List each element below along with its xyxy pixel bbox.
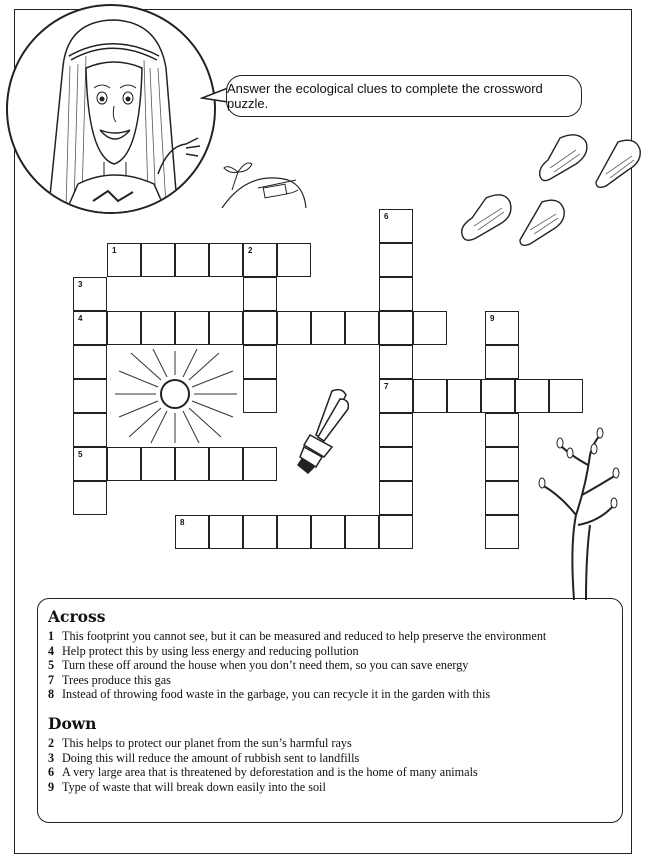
crossword-cell[interactable] (243, 345, 277, 379)
crossword-cell[interactable] (243, 243, 277, 277)
crossword-cell[interactable] (243, 277, 277, 311)
across-clue (48, 687, 612, 702)
down-heading: Down (48, 713, 97, 733)
crossword-cell[interactable] (209, 243, 243, 277)
across-clue (48, 644, 612, 659)
crossword-cell[interactable] (73, 277, 107, 311)
instruction-bubble (226, 75, 582, 117)
crossword-cell[interactable] (107, 447, 141, 481)
clue-text: Doing this will reduce the amount of rubbish sent to landfills (62, 750, 360, 765)
crossword-cell[interactable] (277, 311, 311, 345)
crossword-cell[interactable] (311, 515, 345, 549)
crossword-cell[interactable] (447, 379, 481, 413)
clue-text: A very large area that is threatened by deforestation and is the home of many animals (62, 765, 478, 780)
crossword-cell[interactable] (379, 345, 413, 379)
crossword-cell[interactable] (175, 515, 209, 549)
crossword-cell[interactable] (209, 447, 243, 481)
crossword-cell[interactable] (379, 209, 413, 243)
crossword-cell[interactable] (481, 379, 515, 413)
clue-number: 3 (48, 750, 55, 765)
crossword-cell[interactable] (379, 277, 413, 311)
girl-portrait (6, 4, 216, 214)
clue-number: 6 (48, 765, 55, 780)
seedling-icon (218, 150, 308, 212)
clue-text: This footprint you cannot see, but it can be measured and reduced to help preserve the environment (62, 629, 547, 643)
crossword-cell[interactable] (379, 311, 413, 345)
clue-number: 1 (48, 629, 55, 643)
crossword-cell[interactable] (73, 379, 107, 413)
crossword-cell[interactable] (379, 515, 413, 549)
down-clue (48, 736, 612, 751)
crossword-cell[interactable] (107, 243, 141, 277)
crossword-cell[interactable] (413, 311, 447, 345)
clue-number: 2 (248, 246, 253, 255)
crossword-cell[interactable] (175, 243, 209, 277)
crossword-cell[interactable] (141, 243, 175, 277)
crossword-cell[interactable] (73, 481, 107, 515)
clue-number: 9 (490, 314, 495, 323)
clue-number: 8 (48, 687, 55, 702)
crossword-cell[interactable] (73, 345, 107, 379)
clue-number: 9 (48, 779, 55, 794)
crossword-cell[interactable] (379, 413, 413, 447)
crossword-cell[interactable] (413, 379, 447, 413)
crossword-cell[interactable] (485, 515, 519, 549)
crossword-cell[interactable] (175, 311, 209, 345)
clue-text: Help protect this by using less energy and reducing pollution (62, 643, 359, 658)
crossword-cell[interactable] (485, 311, 519, 345)
crossword-cell[interactable] (379, 379, 413, 413)
crossword-cell[interactable] (345, 515, 379, 549)
crossword-cell[interactable] (175, 447, 209, 481)
clue-number: 2 (48, 735, 55, 750)
clue-text: Instead of throwing food waste in the garbage, you can recycle it in the garden with this (62, 687, 491, 702)
crossword-cell[interactable] (311, 311, 345, 345)
crossword-cell[interactable] (209, 515, 243, 549)
crossword-cell[interactable] (345, 311, 379, 345)
crossword-cell[interactable] (73, 311, 107, 345)
crossword-cell[interactable] (277, 515, 311, 549)
clue-text: Turn these off around the house when you don’t need them, so you can save energy (62, 658, 469, 673)
clue-number: 4 (48, 643, 55, 658)
clue-number: 1 (112, 246, 117, 255)
crossword-cell[interactable] (107, 311, 141, 345)
clue-number: 3 (78, 280, 83, 289)
clue-number: 6 (384, 212, 389, 221)
clue-text: Type of waste that will break down easily into the soil (62, 779, 326, 794)
crossword-cell[interactable] (485, 447, 519, 481)
crossword-cell[interactable] (379, 481, 413, 515)
light-bulb-icon (290, 385, 360, 477)
crossword-cell[interactable] (515, 379, 549, 413)
sun-drawing (107, 345, 245, 448)
down-clue (48, 780, 612, 795)
crossword-cell[interactable] (549, 379, 583, 413)
crossword-cell[interactable] (209, 311, 243, 345)
clue-text: This helps to protect our planet from the sun’s harmful rays (62, 735, 352, 750)
across-clue (48, 629, 612, 644)
crossword-cell[interactable] (73, 413, 107, 447)
instruction-text: Answer the ecological clues to complete the crossword puzzle. (227, 81, 543, 111)
crossword-cell[interactable] (379, 447, 413, 481)
crossword-cell[interactable] (243, 515, 277, 549)
clue-number: 7 (384, 382, 389, 391)
crossword-cell[interactable] (485, 413, 519, 447)
girl-illustration-icon (8, 6, 216, 214)
crossword-cell[interactable] (379, 243, 413, 277)
clues-panel (37, 598, 623, 823)
crossword-cell[interactable] (277, 243, 311, 277)
across-clue (48, 658, 612, 673)
crossword-cell[interactable] (243, 311, 277, 345)
crossword-cell[interactable] (485, 481, 519, 515)
clue-number: 4 (78, 314, 83, 323)
crossword-cell[interactable] (141, 447, 175, 481)
clue-number: 5 (48, 658, 55, 673)
down-clue (48, 751, 612, 766)
crossword-cell[interactable] (141, 311, 175, 345)
clue-number: 7 (48, 672, 55, 687)
crossword-cell[interactable] (243, 379, 277, 413)
sun-icon (107, 345, 245, 448)
across-clue (48, 673, 612, 688)
across-heading: Across (48, 607, 106, 626)
clue-number: 5 (78, 450, 83, 459)
clue-number: 8 (180, 518, 185, 527)
tree-icon (530, 425, 630, 600)
crossword-cell[interactable] (243, 447, 277, 481)
crossword-cell[interactable] (485, 345, 519, 379)
crossword-cell[interactable] (73, 447, 107, 481)
down-clue (48, 765, 612, 780)
footprints-icon (450, 130, 650, 255)
clue-text: Trees produce this gas (62, 672, 171, 687)
